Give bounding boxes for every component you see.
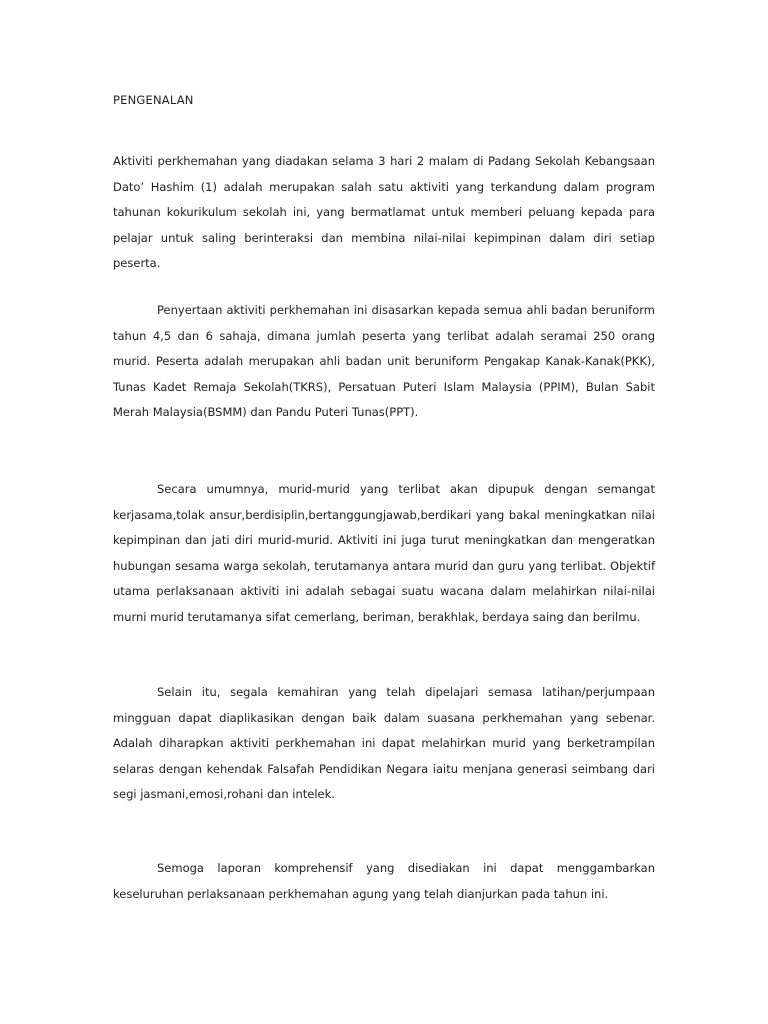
paragraph-participation: Penyertaan aktiviti perkhemahan ini disasarkan kepada semua ahli badan beruniform tahun 4,5 dan 6 sahaja, dimana jumlah peserta yang terlibat adalah seramai 250 orang murid. Peserta adalah merupakan ahli badan unit beruniform Pengakap Kanak-Kanak(PKK), Tunas Kadet Remaja Sekolah(TKRS), Persatuan Puteri Islam Malaysia (PPIM), Bulan Sabit Merah Malaysia(BSMM) dan Pandu Puteri Tunas(PPT).: [113, 303, 655, 420]
paragraph-objectives: Secara umumnya, murid-murid yang terlibat akan dipupuk dengan semangat kerjasama,tolak ansur,berdisiplin,bertanggungjawab,berdikari yang bakal meningkatkan nilai kepimpinan dan jati diri murid-murid. Aktiviti ini juga turut meningkatkan dan mengeratkan hubungan sesama warga sekolah, terutamanya antara murid dan guru yang terlibat. Objektif utama perlaksanaan aktiviti ini adalah sebagai suatu wacana dalam melahirkan nilai-nilai murni murid terutamanya sifat cemerlang, beriman, berakhlak, berdaya saing dan berilmu.: [113, 482, 655, 624]
document-heading: PENGENALAN: [113, 93, 194, 107]
paragraph-introduction: Aktiviti perkhemahan yang diadakan selama 3 hari 2 malam di Padang Sekolah Kebangsaan Dato’ Hashim (1) adalah merupakan salah satu aktiviti yang terkandung dalam program tahunan kokurikulum sekolah ini, yang bermatlamat untuk memberi peluang kepada para pelajar untuk saling berinteraksi dan membina nilai-nilai kepimpinan dalam diri setiap peserta.: [113, 154, 655, 271]
paragraph-skills: Selain itu, segala kemahiran yang telah dipelajari semasa latihan/perjumpaan mingguan dapat diaplikasikan dengan baik dalam suasana perkhemahan yang sebenar. Adalah diharapkan aktiviti perkhemahan ini dapat melahirkan murid yang berketrampilan selaras dengan kehendak Falsafah Pendidikan Negara iaitu menjana generasi seimbang dari segi jasmani,emosi,rohani dan intelek.: [113, 685, 655, 802]
paragraph-closing: Semoga laporan komprehensif yang disediakan ini dapat menggambarkan keseluruhan perlaksanaan perkhemahan agung yang telah dianjurkan pada tahun ini.: [113, 861, 655, 901]
